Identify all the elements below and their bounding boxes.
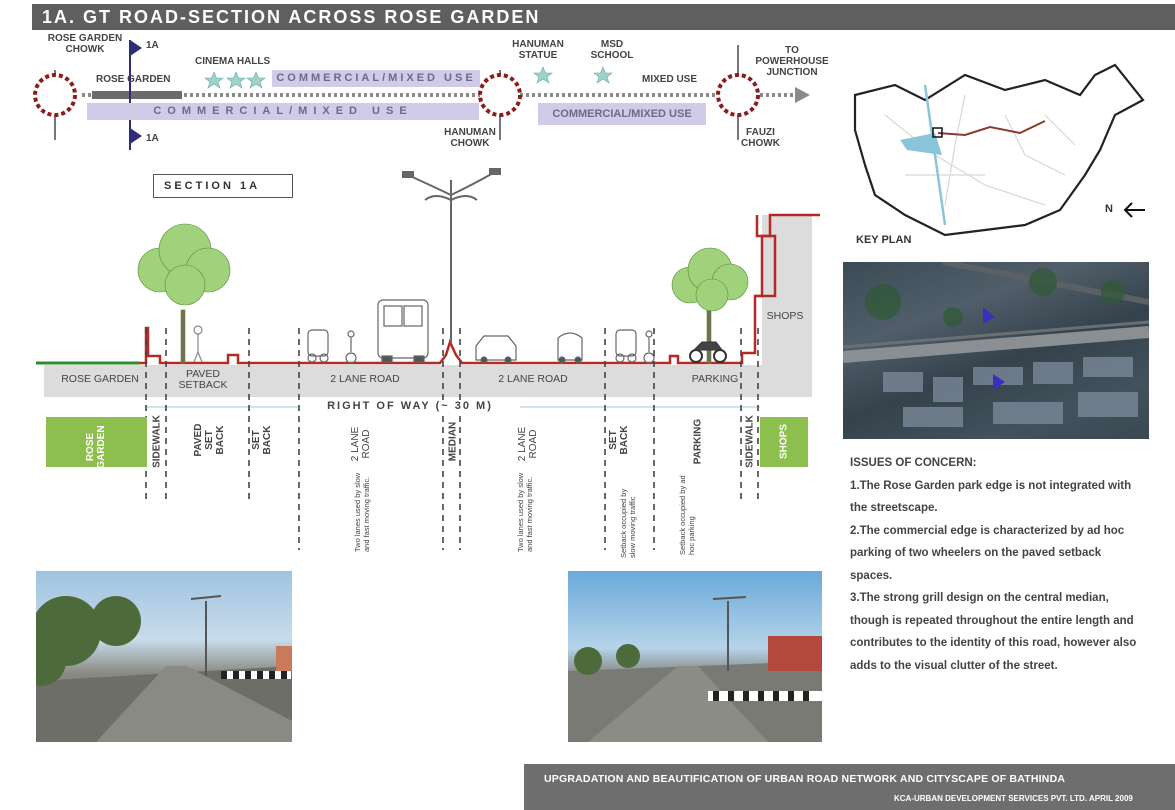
cycle-rickshaw-icon	[308, 330, 636, 362]
aerial-photo	[843, 262, 1149, 439]
key-plan-map	[845, 55, 1150, 245]
star-icon	[534, 67, 552, 83]
ground-paved-setback: PAVED SETBACK	[178, 368, 228, 391]
north-label: N	[1105, 203, 1113, 215]
note-lane-left: Two lanes used by slow and fast moving traffic.	[353, 472, 371, 552]
ground-lane-right: 2 LANE ROAD	[498, 373, 568, 385]
footer-credit: KCA-URBAN DEVELOPMENT SERVICES PVT. LTD. APRIL 2009	[894, 794, 1133, 803]
issues-heading: ISSUES OF CONCERN:	[850, 457, 977, 469]
street-photo-right	[568, 571, 822, 742]
legend-shops: SHOPS	[778, 424, 790, 460]
footer-project-title: UPGRADATION AND BEAUTIFICATION OF URBAN ROAD NETWORK AND CITYSCAPE OF BATHINDA	[544, 773, 1066, 785]
hanuman-chowk-label: HANUMAN CHOWK	[444, 127, 496, 149]
star-icon	[247, 72, 265, 88]
rose-garden-chowk-label: ROSE GARDEN CHOWK	[47, 33, 123, 55]
issue-item-1: 1.The Rose Garden park edge is not integrated with the streetscape.	[850, 479, 1132, 514]
commercial-band-right: COMMERCIAL/MIXED USE	[538, 103, 706, 125]
ground-shops: SHOPS	[766, 310, 804, 322]
legend-set-back-left: SET BACK	[251, 425, 273, 455]
star-icon	[205, 72, 223, 88]
issue-item-3: 3.The strong grill design on the central median, though is repeated throughout the entire length and contributes to the identity of this road, however also adds to the visual clutter of the street.	[850, 592, 1137, 672]
legend-sidewalk-left: SIDEWALK	[151, 415, 163, 468]
pedestrian-icon	[194, 326, 202, 362]
legend-set-back-right: SET BACK	[608, 425, 630, 455]
tree-icon	[138, 224, 230, 363]
ground-lane-left: 2 LANE ROAD	[330, 373, 400, 385]
ground-parking: PARKING	[691, 373, 739, 385]
legend-median: MEDIAN	[447, 421, 459, 462]
star-icon	[227, 72, 245, 88]
legend-parking: PARKING	[692, 418, 704, 465]
commercial-band-upper: COMMERCIAL/MIXED USE	[272, 70, 480, 87]
footer-bar	[524, 764, 1175, 810]
commercial-band-lower: COMMERCIAL/MIXED USE	[87, 103, 479, 120]
right-of-way-label: RIGHT OF WAY (~ 30 M)	[300, 401, 520, 412]
rose-garden-chowk-icon	[35, 70, 75, 140]
hanuman-statue-label: HANUMAN STATUE	[512, 39, 564, 61]
cinema-halls-label: CINEMA HALLS	[195, 56, 271, 67]
ground-rose-garden: ROSE GARDEN	[61, 373, 139, 385]
note-parking: Setback occupied by ad hoc parking	[678, 475, 696, 555]
legend-lane-right: 2 LANE ROAD	[517, 426, 539, 462]
fauzi-chowk-label: FAUZI CHOWK	[741, 127, 780, 149]
section-label: SECTION 1A	[153, 174, 293, 198]
key-plan-label: KEY PLAN	[856, 234, 912, 246]
street-photo-left	[36, 571, 292, 742]
legend-sidewalk-right: SIDEWALK	[744, 415, 756, 468]
auto-rickshaw-icon	[558, 333, 582, 363]
marker-top-label: 1A	[146, 40, 159, 51]
mixed-use-label: MIXED USE	[642, 74, 698, 85]
north-arrow-icon	[1125, 203, 1145, 217]
car-icon	[476, 336, 516, 363]
star-icon	[594, 67, 612, 83]
note-setback: Setback occupied by slow moving traffic	[619, 488, 637, 558]
powerhouse-junction-label: TO POWERHOUSE JUNCTION	[755, 45, 829, 78]
section-marker-top-icon	[130, 40, 142, 56]
rose-garden-strip-label: ROSE GARDEN	[96, 74, 171, 85]
legend-rose-garden: ROSE GARDEN	[85, 425, 107, 469]
direction-arrow-icon	[795, 87, 810, 103]
note-lane-right: Two lanes used by slow and fast moving traffic.	[516, 472, 534, 552]
msd-school-label: MSD SCHOOL	[590, 39, 634, 61]
issues-panel	[850, 452, 1140, 677]
page-title: 1A. GT ROAD-SECTION ACROSS ROSE GARDEN	[42, 7, 541, 27]
issue-item-2: 2.The commercial edge is characterized by ad hoc parking of two wheelers on the paved setback spaces.	[850, 524, 1125, 582]
bus-icon	[378, 300, 428, 362]
title-bar	[32, 4, 1175, 30]
section-marker-bottom-icon	[130, 128, 142, 144]
legend-paved-setback: PAVED SET BACK	[193, 423, 226, 457]
marker-bottom-label: 1A	[146, 133, 159, 144]
legend-lane-left: 2 LANE ROAD	[350, 426, 372, 462]
